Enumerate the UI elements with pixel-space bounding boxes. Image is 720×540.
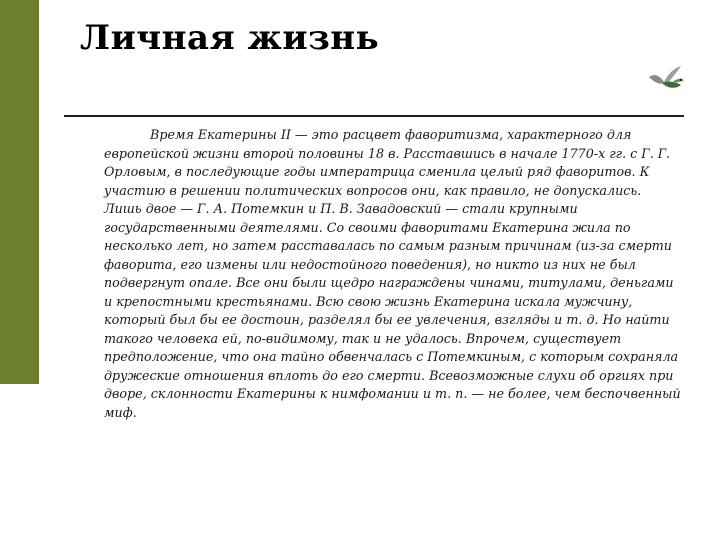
body-paragraph: Время Екатерины II — это расцвет фаворитизма, характерного для европейской жизни второй половины 18 в. Расставшись в начале 1770-х гг. с Г. Г. Орловым, в последующие годы императрица сменила целый ряд фаворитов. К участию в решении политических вопросов они, как правило, не допускались. Лишь двое — Г. А. Потемкин и П. В. Завадовский — стали крупными государственными деятелями. Со своими фаворитами Екатерина жила по несколько лет, но затем расставалась по самым разным причинам (из-за смерти фаворита, его измены или недостойного поведения), но никто из них не был подвергнут опале. Все они были щедро награждены чинами, титулами, деньгами и крепостными крестьянами. Всю свою жизнь Екатерина искала мужчину, который был бы ее достоин, разделял бы ее увлечения, взгляды и т. д. Но найти такого человека ей, по-видимому, так и не удалось. Впрочем, существует предположение, что она тайно обвенчалась с Потемкиным, с которым сохраняла дружеские отношения вплоть до его смерти. Всевозможные слухи об оргиях при дворе, склонности Екатерины к нимфомании и т. п. — не более, чем беспочвенный миф.: [104, 127, 681, 420]
slide-title: Личная жизнь: [80, 18, 380, 58]
title-divider: [64, 115, 684, 117]
flying-bird-icon: [646, 60, 686, 100]
accent-bar: [0, 0, 39, 384]
